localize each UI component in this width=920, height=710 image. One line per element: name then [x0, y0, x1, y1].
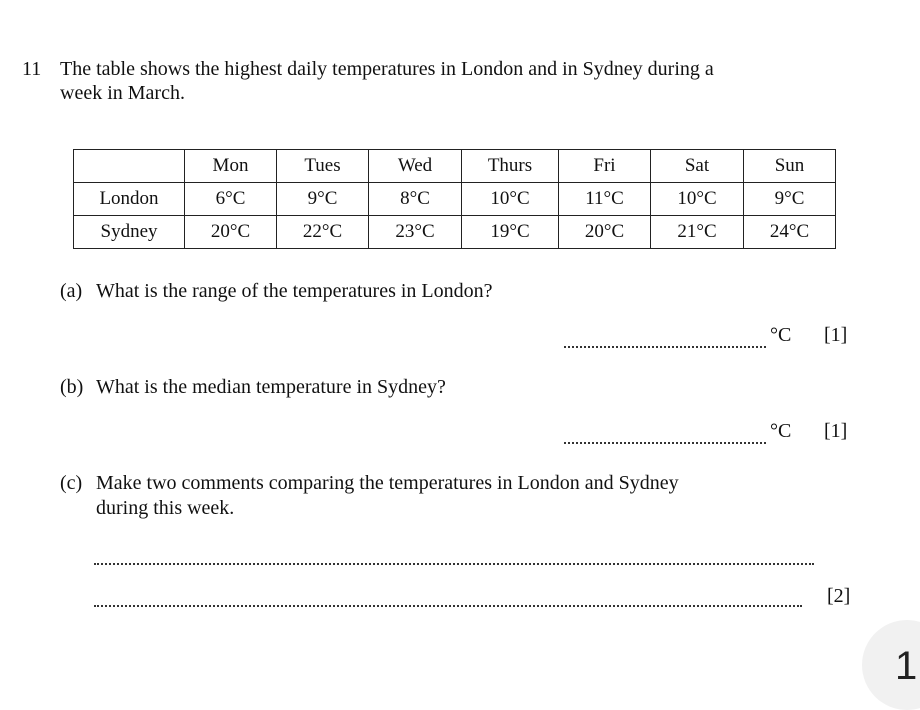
- page-number: 1: [895, 644, 918, 688]
- question-text-line-2: week in March.: [60, 82, 185, 104]
- temperature-cell: 24°C: [744, 216, 836, 249]
- temperature-table: [73, 149, 836, 249]
- temperature-cell: 8°C: [369, 183, 462, 216]
- part-a-unit: °C: [770, 324, 792, 346]
- day-header: Sat: [651, 150, 744, 183]
- temperature-cell: 20°C: [559, 216, 651, 249]
- table-header-row: [74, 150, 836, 183]
- temperature-cell: 11°C: [559, 183, 651, 216]
- part-b-marks: [1]: [824, 420, 848, 442]
- question-number: 11: [22, 58, 42, 80]
- day-header: Fri: [559, 150, 651, 183]
- part-a-question: What is the range of the temperatures in London?: [96, 280, 493, 302]
- part-b-answer-line[interactable]: [564, 442, 766, 444]
- part-b-label: (b): [60, 376, 84, 398]
- part-a-label: (a): [60, 280, 83, 302]
- temperature-cell: 6°C: [185, 183, 277, 216]
- day-header: Thurs: [462, 150, 559, 183]
- part-c-question-line-2: during this week.: [96, 497, 235, 519]
- temperature-cell: 21°C: [651, 216, 744, 249]
- day-header: Mon: [185, 150, 277, 183]
- temperature-cell: 22°C: [277, 216, 369, 249]
- part-a-marks: [1]: [824, 324, 848, 346]
- part-b-unit: °C: [770, 420, 792, 442]
- city-label: London: [74, 183, 185, 216]
- part-c-marks: [2]: [827, 585, 851, 607]
- question-text-line-1: The table shows the highest daily temperatures in London and in Sydney during a: [60, 58, 714, 80]
- table-row-sydney: [74, 216, 836, 249]
- part-c-label: (c): [60, 472, 83, 494]
- temperature-cell: 19°C: [462, 216, 559, 249]
- temperature-cell: 10°C: [462, 183, 559, 216]
- day-header: Wed: [369, 150, 462, 183]
- day-header: Sun: [744, 150, 836, 183]
- part-c-answer-line-1[interactable]: [94, 563, 814, 565]
- part-b-question: What is the median temperature in Sydney?: [96, 376, 446, 398]
- temperature-cell: 23°C: [369, 216, 462, 249]
- part-a-answer-line[interactable]: [564, 346, 766, 348]
- temperature-cell: 20°C: [185, 216, 277, 249]
- table-row-london: [74, 183, 836, 216]
- temperature-cell: 9°C: [744, 183, 836, 216]
- temperature-cell: 9°C: [277, 183, 369, 216]
- table-corner-cell: [74, 150, 185, 183]
- temperature-cell: 10°C: [651, 183, 744, 216]
- part-c-question-line-1: Make two comments comparing the temperatures in London and Sydney: [96, 472, 679, 494]
- city-label: Sydney: [74, 216, 185, 249]
- day-header: Tues: [277, 150, 369, 183]
- part-c-answer-line-2[interactable]: [94, 605, 802, 607]
